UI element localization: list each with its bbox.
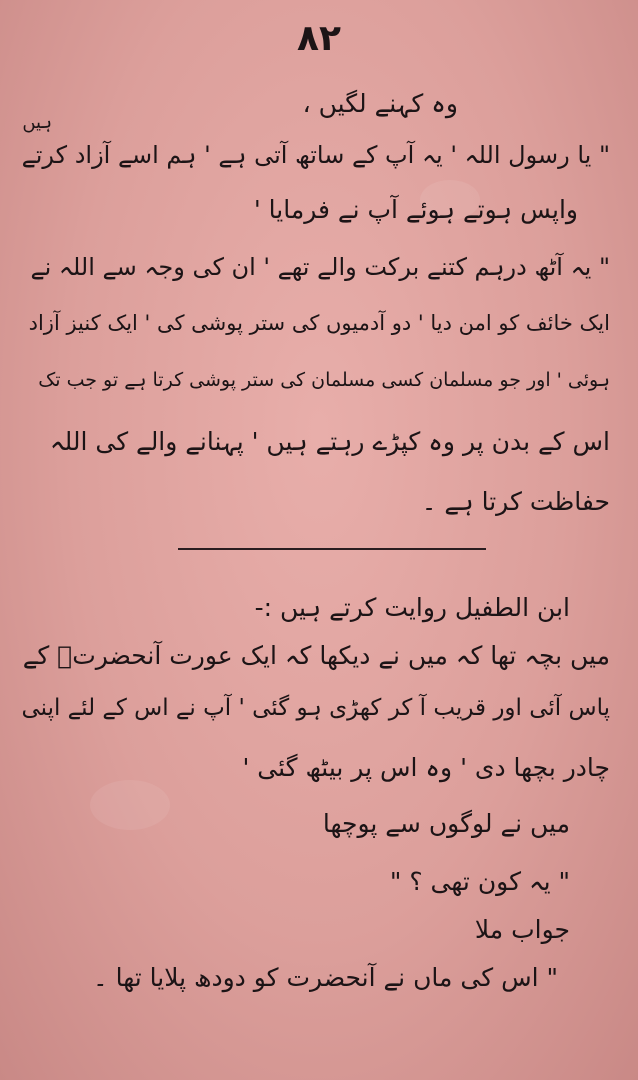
text-line: میں نے لوگوں سے پوچھا (322, 809, 570, 838)
section2-intro: ابن الطفیل روایت کرتے ہیں :- (254, 593, 570, 622)
text-line: جواب ملا (474, 915, 570, 944)
section-divider (178, 548, 486, 550)
paper-stain (90, 780, 170, 830)
text-line: " یہ کون تھی ؟ " (389, 867, 570, 896)
margin-note: ہیں (22, 112, 52, 133)
section1-intro: وہ کہنے لگیں ، (302, 89, 458, 118)
text-line: ہوئی ' اور جو مسلمان کسی مسلمان کی ستر پوشی کرتا ہے تو جب تک (38, 369, 610, 391)
text-line: میں بچہ تھا کہ میں نے دیکھا کہ ایک عورت آنحضرتؐ کے (22, 641, 610, 670)
text-line: " یہ آٹھ درہم کتنے برکت والے تھے ' ان کی وجہ سے اللہ نے (30, 253, 610, 281)
text-line: حفاظت کرتا ہے ۔ (421, 487, 610, 516)
text-line: " یا رسول اللہ ' یہ آپ کے ساتھ آتی ہے ' ہم اسے آزاد کرتے (21, 141, 610, 169)
text-line: ایک خائف کو امن دیا ' دو آدمیوں کی ستر پوشی کی ' ایک کنیز آزاد (28, 311, 610, 335)
text-line: پاس آئی اور قریب آ کر کھڑی ہو گئی ' آپ نے اس کے لئے اپنی (21, 695, 610, 721)
text-line: اس کے بدن پر وہ کپڑے رہتے ہیں ' پہنانے والے کی اللہ (49, 427, 610, 456)
page-number: ۸۲ (297, 18, 341, 59)
text-line: چادر بچھا دی ' وہ اس پر بیٹھ گئی ' (242, 753, 610, 782)
text-line: " اس کی ماں نے آنحضرت کو دودھ پلایا تھا ۔ (92, 963, 558, 992)
text-line: واپس ہوتے ہوئے آپ نے فرمایا ' (253, 195, 578, 224)
